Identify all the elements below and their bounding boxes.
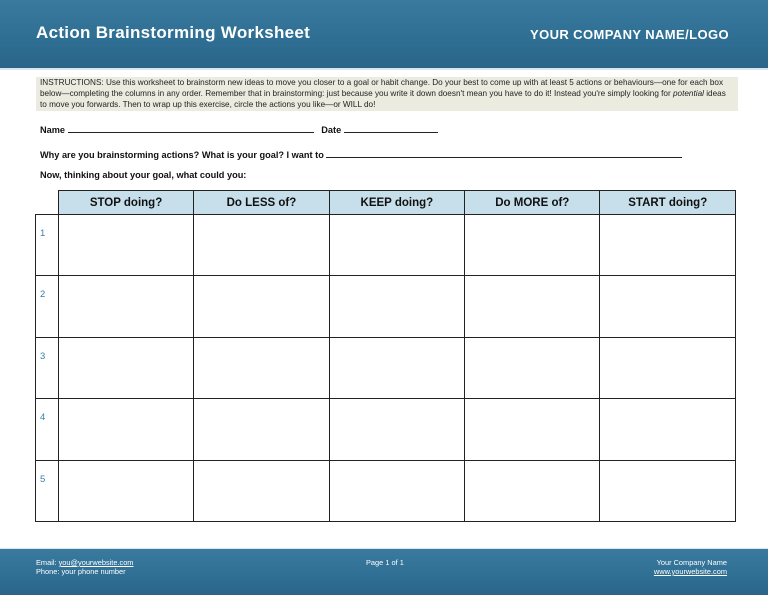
goal-row	[40, 148, 682, 160]
prompt-label: Now, thinking about your goal, what could you:	[40, 170, 247, 180]
footer-email-line	[36, 558, 133, 567]
column-header-stop: STOP doing?	[58, 191, 193, 215]
instructions-text-2: ideas to move you forwards. Then to wrap up this exercise, circle the actions you like—or WILL do!	[40, 89, 726, 109]
column-header-keep: KEEP doing?	[329, 191, 464, 215]
footer-contact	[36, 558, 133, 576]
name-field-line[interactable]	[68, 123, 314, 133]
instructions-text-1: INSTRUCTIONS: Use this worksheet to brainstorm new ideas to move you closer to a goal or habit change. Do your best to come up with at least 5 actions or behaviours—one for each box below—completing the columns in any order. Remember that in brainstorming: just because you write it down doesn't mean you have to do it! Instead you're simply looking for	[40, 78, 724, 98]
goal-label: Why are you brainstorming actions? What is your goal? I want to	[40, 150, 324, 160]
name-label: Name	[40, 125, 66, 135]
table-row	[36, 215, 736, 276]
page-title: Action Brainstorming Worksheet	[36, 23, 311, 42]
footer-banner	[0, 548, 768, 595]
table-cell[interactable]	[465, 399, 600, 460]
company-logo-placeholder: YOUR COMPANY NAME/LOGO	[530, 27, 729, 42]
footer-company-block	[654, 558, 727, 576]
table-row	[36, 460, 736, 521]
footer-website-link[interactable]: www.yourwebsite.com	[653, 567, 727, 576]
table-cell[interactable]	[58, 337, 193, 398]
column-header-start: START doing?	[600, 191, 736, 215]
row-number: 4	[36, 399, 59, 460]
date-field-line[interactable]	[344, 123, 438, 133]
table-cell[interactable]	[329, 337, 464, 398]
table-cell[interactable]	[194, 337, 329, 398]
table-cell[interactable]	[600, 460, 736, 521]
table-header-row	[36, 191, 736, 215]
table-cell[interactable]	[465, 215, 600, 276]
table-cell[interactable]	[194, 215, 329, 276]
table-row	[36, 276, 736, 337]
table-cell[interactable]	[600, 337, 736, 398]
table-cell[interactable]	[600, 215, 736, 276]
table-row	[36, 337, 736, 398]
row-number: 3	[36, 337, 59, 398]
column-header-more: Do MORE of?	[465, 191, 600, 215]
footer-company-name: Your Company Name	[656, 558, 727, 567]
footer-email-link[interactable]: you@yourwebsite.com	[58, 558, 134, 567]
table-cell[interactable]	[600, 399, 736, 460]
table-corner	[36, 191, 59, 215]
date-label: Date	[321, 125, 342, 135]
table-cell[interactable]	[329, 460, 464, 521]
footer-page-number: Page 1 of 1	[366, 558, 404, 567]
table-cell[interactable]	[465, 276, 600, 337]
brainstorm-table	[35, 190, 736, 522]
name-date-row	[40, 123, 438, 135]
footer-phone: Phone: your phone number	[36, 567, 126, 576]
table-cell[interactable]	[194, 460, 329, 521]
table-cell[interactable]	[58, 215, 193, 276]
table-cell[interactable]	[465, 460, 600, 521]
header-banner	[0, 0, 768, 70]
table-cell[interactable]	[58, 276, 193, 337]
table-cell[interactable]	[329, 276, 464, 337]
table-cell[interactable]	[194, 276, 329, 337]
row-number: 5	[36, 460, 59, 521]
instructions-box	[36, 77, 738, 111]
column-header-less: Do LESS of?	[194, 191, 329, 215]
table-cell[interactable]	[465, 337, 600, 398]
table-cell[interactable]	[329, 215, 464, 276]
instructions-emphasis: potential	[672, 89, 704, 98]
footer-email-label: Email:	[36, 558, 59, 567]
row-number: 2	[36, 276, 59, 337]
row-number: 1	[36, 215, 59, 276]
table-row	[36, 399, 736, 460]
goal-field-line[interactable]	[326, 148, 682, 158]
table-cell[interactable]	[329, 399, 464, 460]
table-cell[interactable]	[194, 399, 329, 460]
table-cell[interactable]	[58, 460, 193, 521]
table-cell[interactable]	[58, 399, 193, 460]
prompt-row	[40, 170, 246, 180]
table-cell[interactable]	[600, 276, 736, 337]
